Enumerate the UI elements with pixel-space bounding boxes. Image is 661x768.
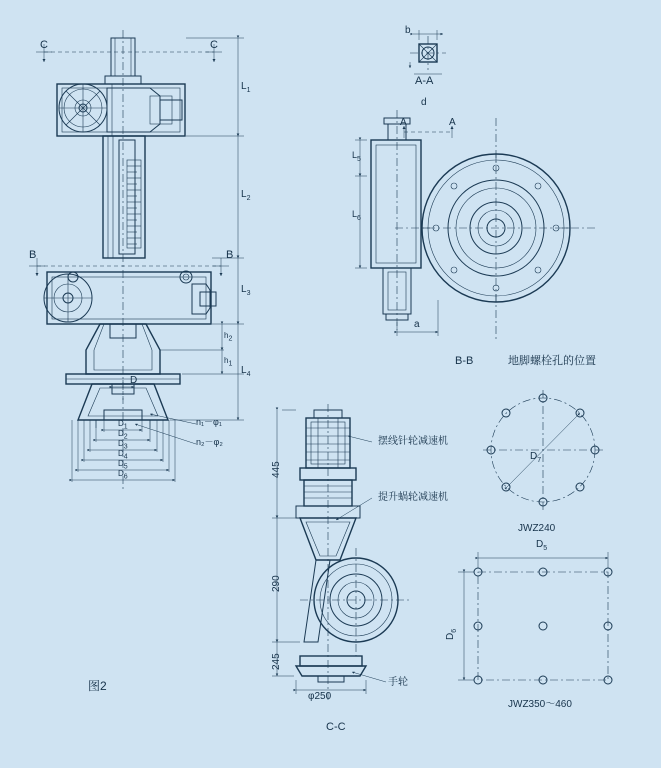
dim-d2: D2 [118,429,128,441]
section-mark-c-left: C [40,39,48,51]
section-bb-view [355,110,598,340]
dim-d5: D5 [118,459,128,471]
figure-title: 图2 [88,679,107,693]
dim-h2: h2 [224,331,233,343]
section-title-bb: B-B [455,355,474,367]
callout-handwheel: 手轮 [388,677,408,688]
dim-445: 445 [271,461,282,478]
callout-cycloidal-reducer: 摆线针轮减速机 [378,436,448,447]
section-mark-b-left: B [29,249,37,261]
dim-d: D [130,375,138,386]
dim-245: 245 [271,653,282,670]
section-title-aa: A-A [415,75,434,87]
jwz240-label: JWZ240 [518,523,556,534]
dim-l1: $L_1$ [241,81,251,94]
dim-290: 290 [271,575,282,592]
dim-d4: D4 [118,449,128,461]
dim-d6: D6 [118,469,128,481]
bb-mark-a-right: A [449,117,456,128]
dim-d3: D3 [118,439,128,451]
dim-a-bb: a [414,319,420,330]
label-d-aa: d [421,97,427,108]
section-cc-view [272,404,412,700]
bb-mark-a-left: A [400,117,407,128]
dim-l4: $L_4$ [241,365,251,378]
bolt-layout-title: 地脚螺栓孔的位置 [508,355,596,367]
dim-h1: h1 [224,356,233,368]
dim-l5: $L_5$ [352,150,361,163]
jwz350-460-label: JWZ350～460 [508,699,572,710]
section-aa-view [410,30,446,74]
hole-note-1: n₁－φ₁ [196,417,222,427]
hole-note-2: n₂－φ₂ [196,437,223,447]
section-mark-c-right: C [210,39,218,51]
callout-worm-reducer: 提升蜗轮减速机 [378,492,448,503]
dim-l6: $L_6$ [352,209,361,222]
dim-d6-rect: $D_6$ [445,628,458,640]
dim-d7: $D_7$ [530,451,542,464]
dim-d5-rect: $D_5$ [536,539,548,552]
label-b-aa: b [405,25,411,36]
dim-l3: $L_3$ [241,284,251,297]
bolt-hole-rectangular-layout [458,552,612,684]
dim-d1: D1 [118,419,128,431]
section-title-cc: C-C [326,721,346,733]
bolt-hole-circular-layout [483,390,603,510]
dim-phi250: φ250 [308,691,332,702]
section-mark-b-right: B [226,249,234,261]
dim-l2: $L_2$ [241,189,251,202]
